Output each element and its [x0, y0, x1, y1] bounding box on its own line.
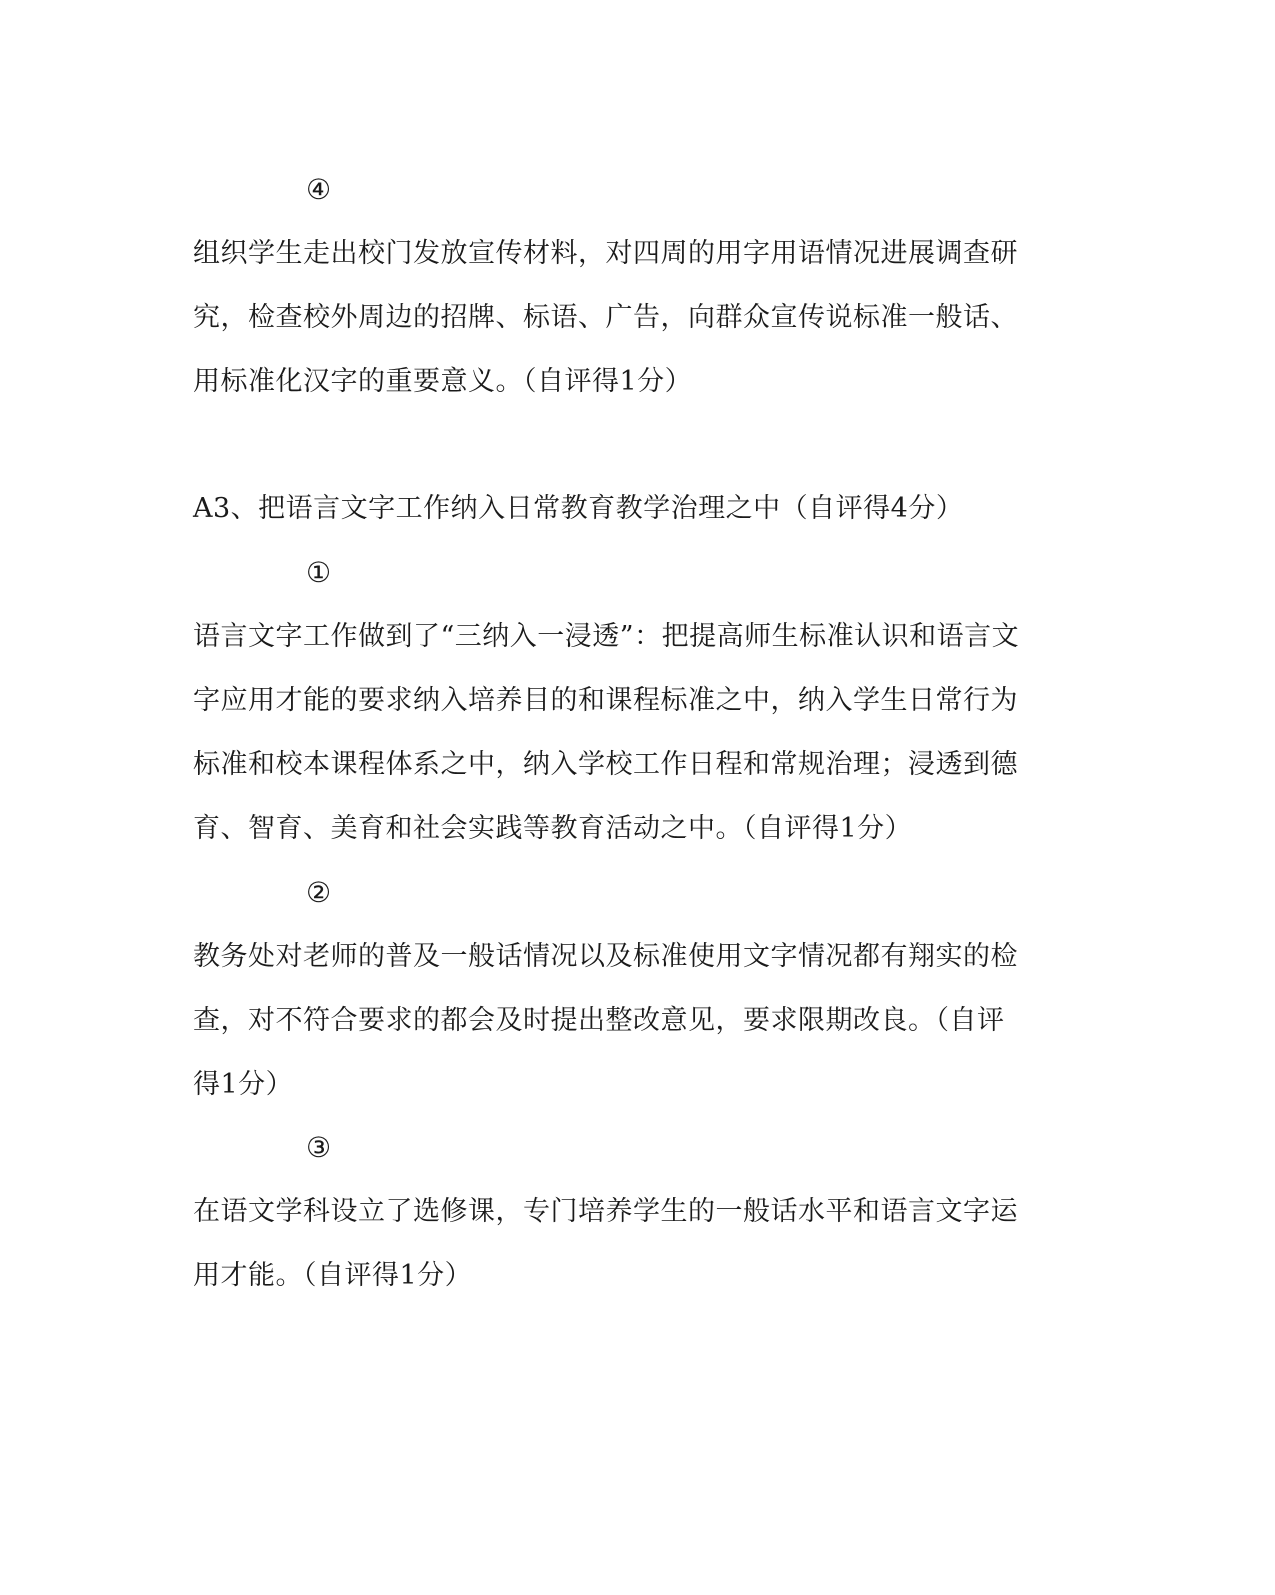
item-marker-3: ③	[306, 1131, 332, 1164]
paragraph-line: 字应用才能的要求纳入培养目的和课程标准之中，纳入学生日常行为	[193, 685, 1018, 716]
section-heading: A3、把语言文字工作纳入日常教育教学治理之中（自评得4分）	[193, 493, 964, 524]
paragraph-line: 用标准化汉字的重要意义。（自评得1分）	[193, 366, 693, 397]
paragraph-line: 用才能。（自评得1分）	[193, 1260, 473, 1291]
paragraph-line: 育、智育、美育和社会实践等教育活动之中。（自评得1分）	[193, 813, 913, 844]
paragraph-line: 在语文学科设立了选修课，专门培养学生的一般话水平和语言文字运	[193, 1196, 1018, 1227]
paragraph-line: 究，检查校外周边的招牌、标语、广告，向群众宣传说标准一般话、	[193, 302, 1018, 333]
paragraph-line: 标准和校本课程体系之中，纳入学校工作日程和常规治理；浸透到德	[193, 749, 1018, 780]
paragraph-line: 语言文字工作做到了“三纳入一浸透”：把提高师生标准认识和语言文	[193, 621, 1020, 652]
item-marker-2: ②	[306, 876, 332, 909]
paragraph-line: 查，对不符合要求的都会及时提出整改意见，要求限期改良。（自评	[193, 1005, 1005, 1036]
paragraph-line: 组织学生走出校门发放宣传材料，对四周的用字用语情况进展调查研	[193, 238, 1018, 269]
item-marker-4: ④	[306, 173, 332, 206]
item-marker-1: ①	[306, 556, 332, 589]
paragraph-line: 教务处对老师的普及一般话情况以及标准使用文字情况都有翔实的检	[193, 941, 1018, 972]
paragraph-line: 得1分）	[193, 1069, 294, 1100]
